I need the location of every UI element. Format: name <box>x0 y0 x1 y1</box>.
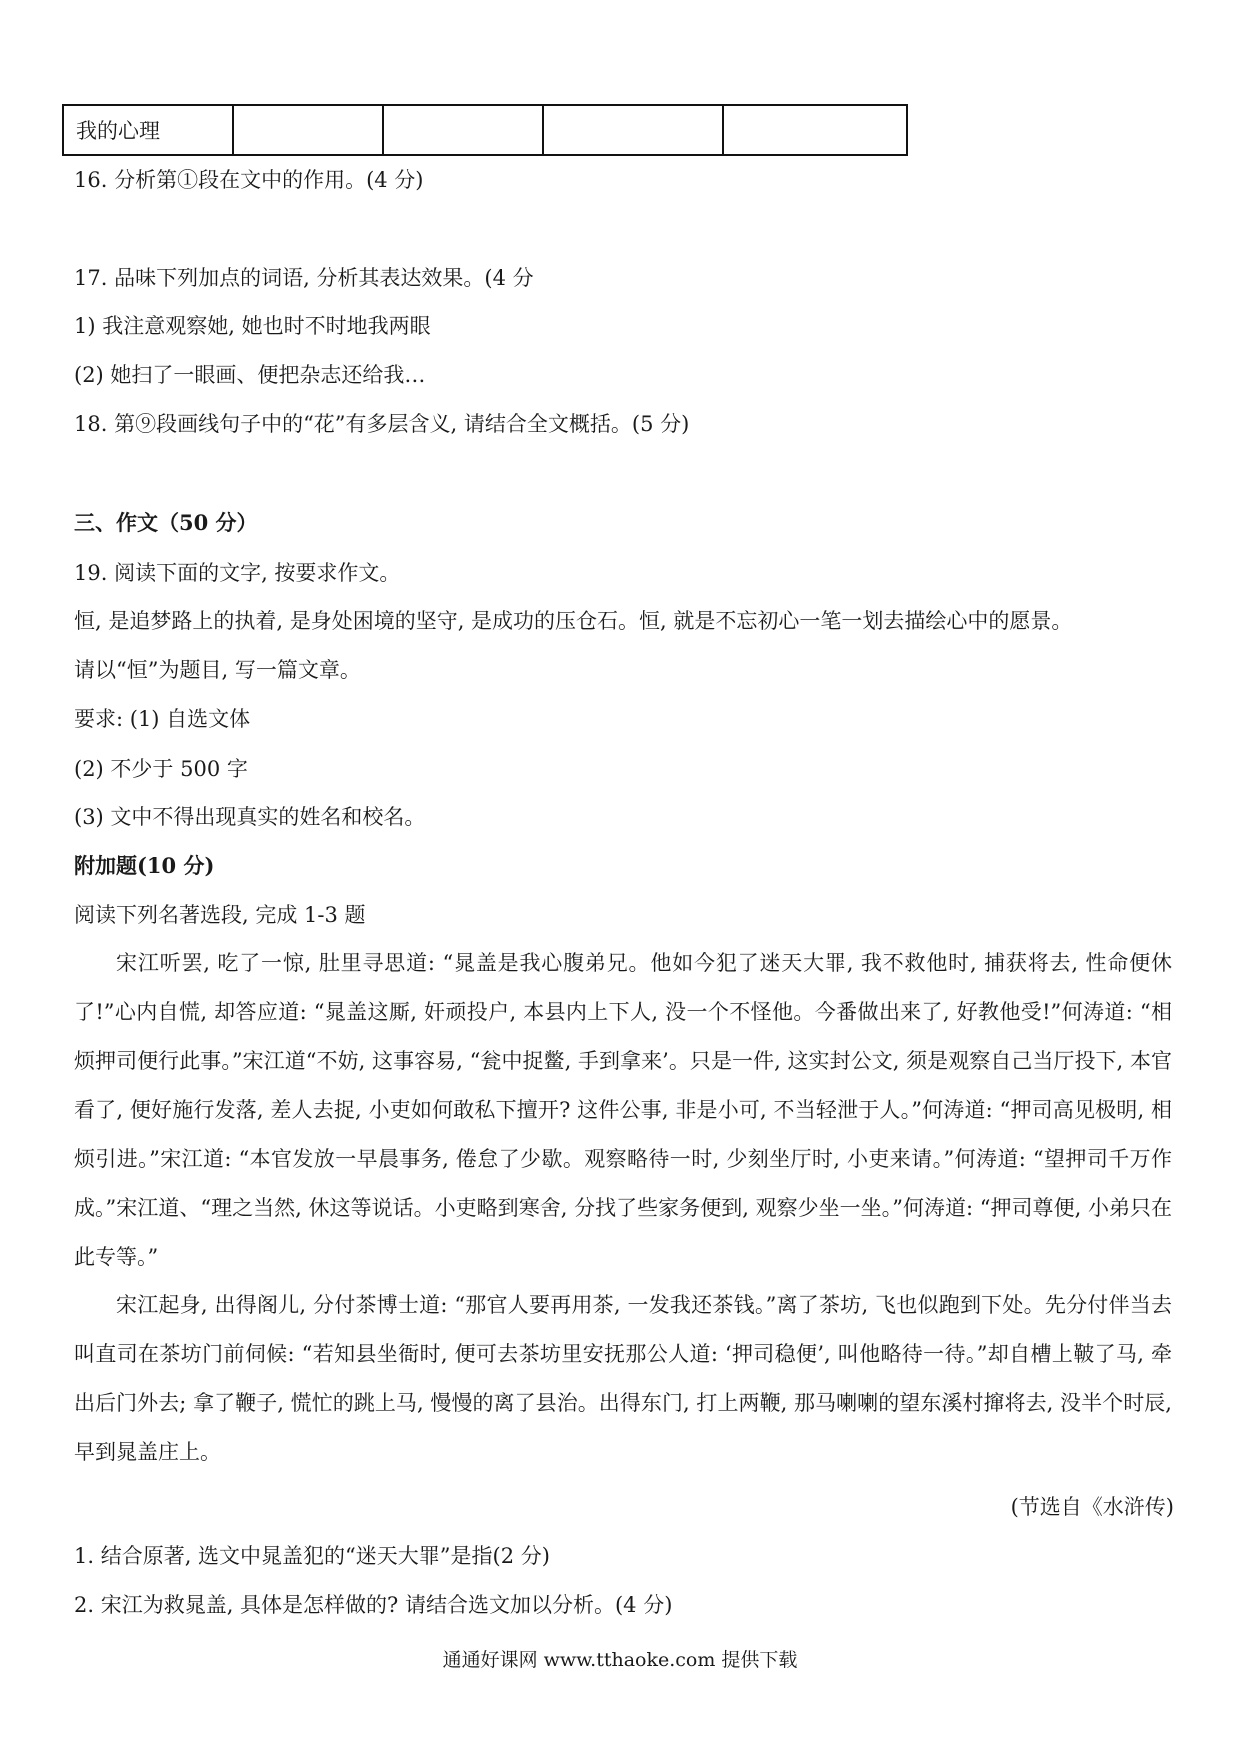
table-cell <box>383 105 543 155</box>
question-19-prompt: 请以“恒”为题目, 写一篇文章。 <box>74 658 361 682</box>
question-19-requirement-3: (3) 文中不得出现真实的姓名和校名。 <box>74 805 426 829</box>
footer-note: 通通好课网 www.tthaoke.com 提供下载 <box>442 1649 798 1671</box>
table-cell <box>723 105 907 155</box>
question-16: 16. 分析第①段在文中的作用。(4 分) <box>74 168 424 192</box>
bonus-question-2: 2. 宋江为救晁盖, 具体是怎样做的? 请结合选文加以分析。(4 分) <box>74 1593 673 1617</box>
question-19-requirement-1: 要求: (1) 自选文体 <box>74 707 251 731</box>
table-row <box>63 105 907 155</box>
bonus-title: 附加题(10 分) <box>74 853 215 878</box>
table-row-label: 我的心理 <box>63 105 233 155</box>
response-table <box>62 104 908 156</box>
passage-paragraph-2: 宋江起身, 出得阁儿, 分付茶博士道: “那官人要再用茶, 一发我还茶钱。”离了茶坊, 飞也似跑到下处。先分付伴当去叫直司在茶坊门前伺候: “若知县坐衙时, 便可去茶坊里安抚那公人道: ‘押司稳便’, 叫他略待一待。”却自槽上鞁了马, 牵出后门外去; 拿了鞭子, 慌忙的跳上马, 慢慢的离了县治。出得东门, 打上两鞭, 那马喇喇的望东溪村撺将去, 没半个时辰, 早到晁盖庄上。 <box>74 1293 1172 1464</box>
table-cell <box>543 105 723 155</box>
question-19: 19. 阅读下面的文字, 按要求作文。 <box>74 561 401 585</box>
passage-paragraph-1: 宋江听罢, 吃了一惊, 肚里寻思道: “晁盖是我心腹弟兄。他如今犯了迷天大罪, 我不救他时, 捕获将去, 性命便休了!”心内自慌, 却答应道: “晁盖这厮, 奸顽投户, 本县内上下人, 没一个不怪他。今番做出来了, 好教他受!”何涛道: “相烦押司便行此事。”宋江道“不妨, 这事容易, “瓮中捉鳖, 手到拿来’。只是一件, 这实封公文, 须是观察自己当厅投下, 本官看了, 便好施行发落, 差人去捉, 小吏如何敢私下擅开? 这件公事, 非是小可, 不当轻泄于人。”何涛道: “押司高见极明, 相烦引进。”宋江道: “本官发放一早晨事务, 倦怠了少歇。观察略待一时, 少刻坐厅时, 小吏来请。”何涛道: “望押司千万作成。”宋江道、“理之当然, 休这等说话。小吏略到寒舍, 分找了些家务便到, 观察少坐一坐。”何涛道: “押司尊便, 小弟只在此专等。” <box>74 951 1172 1269</box>
question-17-item-2: (2) 她扫了一眼画、便把杂志还给我… <box>74 363 426 387</box>
question-19-text: 恒, 是追梦路上的执着, 是身处困境的坚守, 是成功的压仓石。恒, 就是不忘初心一笔一划去描绘心中的愿景。 <box>74 609 1073 633</box>
table-cell <box>233 105 383 155</box>
bonus-question-1: 1. 结合原著, 选文中晁盖犯的“迷天大罪”是指(2 分) <box>74 1544 550 1568</box>
question-17-item-1: 1) 我注意观察她, 她也时不时地我两眼 <box>74 314 431 338</box>
section-3-title: 三、作文（50 分） <box>74 510 258 535</box>
passage-source: (节选自《水浒传) <box>1010 1495 1174 1519</box>
question-19-requirement-2: (2) 不少于 500 字 <box>74 757 248 781</box>
bonus-intro: 阅读下列名著选段, 完成 1-3 题 <box>74 903 366 927</box>
question-17: 17. 品味下列加点的词语, 分析其表达效果。(4 分 <box>74 266 534 290</box>
question-18: 18. 第⑨段画线句子中的“花”有多层含义, 请结合全文概括。(5 分) <box>74 412 690 436</box>
